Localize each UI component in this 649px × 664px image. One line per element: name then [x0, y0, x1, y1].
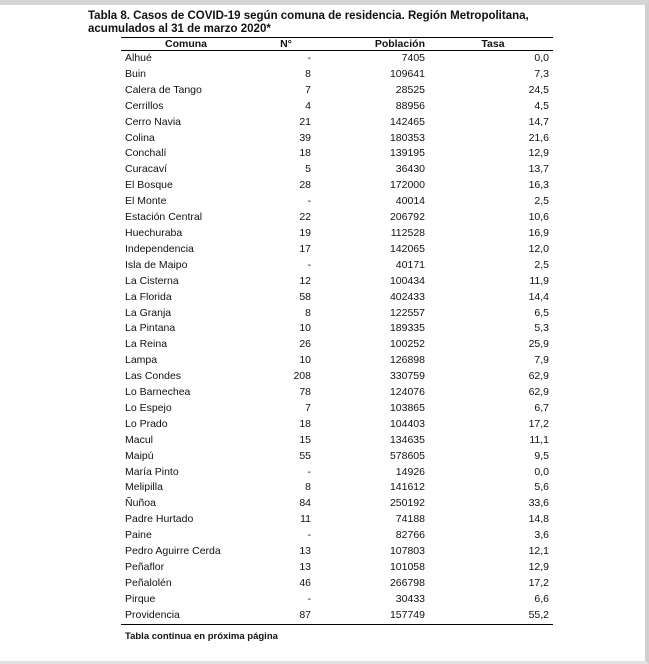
table-row: [121, 592, 553, 608]
cell-tasa: 6,6: [534, 592, 549, 605]
cell-comuna: Melipilla: [125, 481, 163, 494]
cell-n: 7: [305, 401, 311, 414]
cell-tasa: 14,4: [528, 290, 549, 303]
table-title: Tabla 8. Casos de COVID-19 según comuna de residencia. Región Metropolitana, acumulados al 31 de marzo 2020*: [88, 10, 529, 35]
cell-poblacion: 126898: [389, 354, 425, 367]
cell-n: -: [307, 529, 311, 542]
cell-poblacion: 82766: [395, 529, 425, 542]
cell-comuna: Independencia: [125, 242, 194, 255]
cell-comuna: La Florida: [125, 290, 172, 303]
cell-tasa: 62,9: [528, 386, 549, 399]
table-row: [121, 258, 553, 274]
table-row: [121, 385, 553, 401]
cell-poblacion: 104403: [389, 417, 425, 430]
cell-poblacion: 124076: [389, 386, 425, 399]
cell-comuna: Paine: [125, 529, 152, 542]
table-row: [121, 512, 553, 528]
cell-poblacion: 141612: [389, 481, 425, 494]
cell-tasa: 3,6: [534, 529, 549, 542]
header-poblacion: Población: [321, 38, 433, 51]
cell-poblacion: 100252: [389, 338, 425, 351]
cell-n: 19: [299, 226, 311, 239]
cell-poblacion: 101058: [389, 561, 425, 573]
cell-tasa: 12,0: [528, 242, 549, 255]
cell-n: 39: [299, 131, 311, 144]
cell-n: 15: [299, 433, 311, 446]
cell-n: 58: [299, 290, 311, 303]
cell-poblacion: 266798: [389, 576, 425, 589]
cell-tasa: 25,9: [528, 338, 549, 351]
cell-tasa: 5,6: [534, 481, 549, 494]
cell-tasa: 33,6: [528, 497, 549, 510]
cell-poblacion: 180353: [389, 131, 425, 144]
cell-tasa: 55,2: [433, 608, 553, 624]
table-row: [121, 83, 553, 99]
cell-n: -: [307, 592, 311, 605]
cell-tasa: 6,7: [534, 401, 549, 414]
cell-poblacion: 40171: [395, 258, 425, 271]
cell-tasa: 5,3: [534, 322, 549, 335]
cell-poblacion: 250192: [389, 497, 425, 510]
cell-comuna: María Pinto: [125, 465, 179, 478]
cell-tasa: 17,2: [528, 576, 549, 589]
cell-comuna: Peñalolén: [125, 576, 172, 589]
cell-comuna: Macul: [125, 433, 154, 446]
header-tasa: Tasa: [433, 38, 553, 51]
cell-n: 28: [299, 179, 311, 192]
table-row: [121, 480, 553, 496]
cell-n: 46: [299, 576, 311, 589]
cell-comuna: Isla de Maipo: [125, 258, 188, 271]
cell-comuna: Maipú: [125, 449, 154, 462]
cell-n: 11: [300, 513, 311, 526]
cell-comuna: La Cisterna: [125, 274, 179, 287]
cell-tasa: 17,2: [528, 417, 549, 430]
cell-poblacion: 142465: [389, 115, 425, 128]
cell-tasa: 0,0: [534, 52, 549, 64]
cell-comuna: Pedro Aguirre Cerda: [125, 545, 221, 558]
cell-poblacion: 112528: [390, 226, 425, 239]
cell-poblacion: 7405: [401, 52, 425, 64]
table-row: [121, 544, 553, 560]
cell-n: 10: [299, 322, 311, 335]
cell-n: 21: [299, 115, 311, 128]
cell-tasa: 6,5: [534, 306, 549, 319]
cell-poblacion: 30433: [395, 592, 425, 605]
cell-poblacion: 74188: [395, 513, 425, 526]
cell-n: 18: [299, 417, 311, 430]
cell-poblacion: 14926: [395, 465, 425, 478]
cell-comuna: La Pintana: [125, 322, 176, 335]
cell-n: -: [307, 258, 311, 271]
cell-n: 10: [299, 354, 311, 367]
cell-comuna: Pirque: [125, 592, 156, 605]
table-row: [121, 51, 553, 67]
cell-comuna: Calera de Tango: [125, 83, 202, 96]
table-row: [121, 449, 553, 465]
cell-n: 8: [305, 306, 311, 319]
cell-n: 8: [305, 481, 311, 494]
cell-tasa: 11,9: [529, 274, 549, 287]
cell-poblacion: 107803: [389, 545, 425, 558]
cell-poblacion: 88956: [395, 99, 425, 112]
cell-tasa: 7,9: [534, 354, 549, 367]
cell-n: 13: [299, 545, 311, 558]
table-row: [121, 417, 553, 433]
cell-comuna: Lampa: [125, 354, 158, 367]
cell-tasa: 7,3: [534, 67, 549, 80]
cell-poblacion: 330759: [389, 370, 425, 383]
cell-poblacion: 172000: [389, 179, 425, 192]
cell-tasa: 16,3: [528, 179, 549, 192]
cell-poblacion: 142065: [389, 242, 425, 255]
table-footnote: Tabla continua en próxima página: [125, 631, 278, 642]
table-row: [121, 465, 553, 481]
cell-n: 5: [305, 163, 311, 176]
cell-poblacion: 36430: [395, 163, 425, 176]
cell-n: 55: [299, 449, 311, 462]
cell-poblacion: 157749: [321, 608, 433, 624]
table-row: [121, 99, 553, 115]
cell-poblacion: 402433: [389, 290, 425, 303]
cell-comuna: Buin: [125, 67, 147, 80]
cell-n: -: [307, 465, 311, 478]
table-row: [121, 210, 553, 226]
cell-comuna: La Granja: [125, 306, 172, 319]
cell-n: -: [307, 52, 311, 64]
cell-comuna: El Bosque: [125, 179, 173, 192]
cell-poblacion: 139195: [389, 147, 425, 160]
cell-poblacion: 134635: [389, 433, 425, 446]
table-row: [121, 306, 553, 322]
table-row: [121, 528, 553, 544]
cell-n: 12: [299, 274, 311, 287]
cell-tasa: 14,8: [528, 513, 549, 526]
cell-comuna: Lo Espejo: [125, 401, 172, 414]
cell-poblacion: 28525: [395, 83, 425, 96]
table-header-row: [121, 38, 553, 51]
table-row: [121, 496, 553, 512]
cell-comuna: Padre Hurtado: [125, 513, 194, 526]
cell-tasa: 4,5: [534, 99, 549, 112]
cell-tasa: 24,5: [528, 83, 549, 96]
cell-poblacion: 189335: [389, 322, 425, 335]
cell-comuna: Alhué: [125, 52, 152, 64]
cell-poblacion: 206792: [389, 211, 425, 224]
cell-tasa: 12,9: [528, 147, 549, 160]
cell-tasa: 10,6: [528, 211, 549, 224]
cell-tasa: 62,9: [528, 370, 549, 383]
table-row: [121, 353, 553, 369]
table-row: [121, 560, 553, 576]
cell-comuna: Cerro Navia: [125, 115, 182, 128]
cell-comuna: Peñaflor: [125, 561, 165, 573]
cell-poblacion: 578605: [389, 449, 425, 462]
cell-comuna: Colina: [125, 131, 155, 144]
cell-n: -: [307, 195, 311, 208]
table-row: [121, 369, 553, 385]
cell-n: 17: [299, 242, 311, 255]
cell-comuna: Providencia: [121, 608, 251, 624]
cell-n: 13: [299, 561, 311, 573]
cell-comuna: Lo Barnechea: [125, 386, 191, 399]
table-row: [121, 178, 553, 194]
cell-comuna: Estación Central: [125, 211, 203, 224]
cell-n: 8: [305, 67, 311, 80]
cell-comuna: Curacaví: [125, 163, 168, 176]
cell-n: 26: [299, 338, 311, 351]
cell-comuna: Conchalí: [125, 147, 167, 160]
cell-tasa: 16,9: [528, 226, 549, 239]
table-row: [121, 576, 553, 592]
table-row: [121, 131, 553, 147]
cell-n: 18: [299, 147, 311, 160]
table-row: [121, 67, 553, 83]
cell-poblacion: 40014: [395, 195, 425, 208]
table-row: [121, 337, 553, 353]
cell-n: 4: [305, 99, 311, 112]
cell-n: 84: [299, 497, 311, 510]
table-row: [121, 290, 553, 306]
table-row: [121, 274, 553, 290]
cell-tasa: 0,0: [534, 465, 549, 478]
table-row: [121, 115, 553, 131]
cell-comuna: Ñuñoa: [125, 497, 156, 510]
cell-n: 208: [293, 370, 311, 383]
cell-tasa: 12,9: [528, 561, 549, 573]
cell-poblacion: 103865: [389, 401, 425, 414]
cell-comuna: La Reina: [125, 338, 168, 351]
cell-comuna: Huechuraba: [125, 226, 183, 239]
cell-comuna: El Monte: [125, 195, 167, 208]
table-row: [121, 608, 553, 624]
cell-comuna: Lo Prado: [125, 417, 168, 430]
cell-tasa: 13,7: [528, 163, 549, 176]
cell-poblacion: 100434: [389, 274, 425, 287]
table-row: [121, 401, 553, 417]
cell-tasa: 2,5: [534, 258, 549, 271]
table-row: [121, 433, 553, 449]
cell-tasa: 2,5: [534, 195, 549, 208]
header-n: N°: [251, 38, 321, 51]
cell-tasa: 21,6: [528, 131, 549, 144]
cell-poblacion: 109641: [389, 67, 425, 80]
cell-n: 87: [251, 608, 321, 624]
table-row: [121, 146, 553, 162]
table-row: [121, 242, 553, 258]
cell-comuna: Las Condes: [125, 370, 182, 383]
table-body: [121, 51, 553, 625]
table-row: [121, 162, 553, 178]
cell-comuna: Cerrillos: [125, 99, 164, 112]
cell-tasa: 12,1: [528, 545, 549, 558]
table-row: [121, 321, 553, 337]
cell-n: 22: [299, 211, 311, 224]
cell-poblacion: 122557: [389, 306, 425, 319]
cell-n: 7: [305, 83, 311, 96]
cell-tasa: 11,1: [529, 433, 549, 446]
table-row: [121, 194, 553, 210]
covid-cases-table: [121, 37, 553, 625]
header-comuna: Comuna: [121, 38, 251, 51]
cell-n: 78: [299, 386, 311, 399]
cell-tasa: 14,7: [528, 115, 549, 128]
cell-tasa: 9,5: [534, 449, 549, 462]
table-container: [121, 37, 553, 625]
table-row: [121, 226, 553, 242]
